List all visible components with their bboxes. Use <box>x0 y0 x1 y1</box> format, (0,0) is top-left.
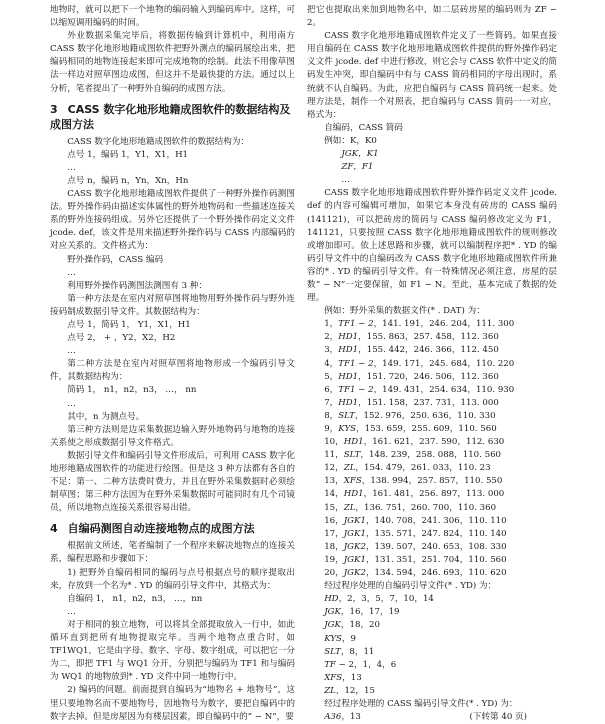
section-heading-3 <box>50 102 295 132</box>
y-coord: 161. 621 <box>372 437 411 448</box>
y-coord: 140. 708 <box>374 515 413 526</box>
y-coord: 136. 751 <box>364 502 403 513</box>
yd-code: JGK <box>324 607 341 618</box>
code-line: 经过程序处理的 CASS 编码引导文件(* . YD) 为： <box>324 698 518 709</box>
ellipsis: … <box>67 346 76 357</box>
dat-record: 8，SLT，152. 976，250. 636，110. 330 <box>324 410 496 421</box>
height: 110. 560 <box>462 450 502 461</box>
ellipsis: … <box>341 175 350 186</box>
paragraph: 根据前文所述，笔者编制了一个程序来解决地物点的连接关系，编程思路和步骤如下： <box>50 541 295 565</box>
code-line: ZF，F1 <box>341 162 374 173</box>
point-code: JGK1 <box>343 515 366 526</box>
height: 110. 140 <box>468 528 507 539</box>
yd-code: A36 <box>324 712 342 723</box>
point-code: JGK2 <box>343 541 366 552</box>
point-code: ZL <box>343 502 356 513</box>
dat-record: 7，HD1，151. 158，237. 731，113. 000 <box>324 397 499 408</box>
dat-record: 6，TF1 − 2，149. 431，254. 634，110. 930 <box>324 384 515 395</box>
yd-points: ，18，20 <box>340 620 380 631</box>
x-coord: 251. 704 <box>421 554 460 565</box>
height: 110. 560 <box>468 554 507 565</box>
yd-code: HD <box>324 594 339 605</box>
point-number: 2 <box>324 332 330 343</box>
height: 111. 300 <box>475 319 515 330</box>
code-line: 例如：野外采集的数据文件(* . DAT) 为： <box>324 306 485 317</box>
paragraph: 对于相同的独立地物，可以将其全部提取放入一行中，如此循环直到把所有地物提取完毕。当两个地物点重合时，如 TF1WQ1，它是由字母、数字、字母、数字组成，可以把它一分为二，即把 TF1 与 WQ1 分开，分别把与编码为 TF1 和与编码为 WQ1 的地物放到* . YD 文件中同一地物行中。 <box>50 619 295 683</box>
height: 112. 630 <box>465 437 505 448</box>
dat-record: 18，JGK2，139. 507，240. 653，108. 330 <box>324 541 507 552</box>
x-coord: 250. 636 <box>410 410 449 421</box>
x-coord: 257. 857 <box>417 476 456 487</box>
height: 110. 330 <box>457 410 496 421</box>
yd-record <box>307 606 557 619</box>
paragraph: 第三种方法则是边采集数据边输入野外地物码与地物的连接关系使之形成数据引导文件格式。 <box>50 424 295 448</box>
y-coord: 155. 442 <box>366 345 406 356</box>
yd-code: ZL <box>324 685 336 696</box>
height: 110. 560 <box>458 424 497 434</box>
height: 110. 220 <box>475 358 515 369</box>
x-coord: 246. 204 <box>429 319 468 330</box>
height: 110. 110 <box>468 515 507 526</box>
continued-note: (下转第 40 页) <box>469 712 527 723</box>
code-line: 野外操作码，CASS 编码 <box>67 254 164 265</box>
height: 110. 930 <box>475 384 515 395</box>
dat-record: 16，JGK1，140. 708，241. 306，110. 110 <box>324 515 507 526</box>
dat-record: 10，HD1，161. 621，237. 590，112. 630 <box>324 437 505 448</box>
x-coord: 257. 458 <box>413 332 452 343</box>
x-coord: 260. 700 <box>410 502 450 513</box>
y-coord: 149. 171 <box>382 358 421 369</box>
paragraph: 1) 把野外自编码相同的编码与点号根据点号的顺序提取出来，存放到一个名为* . YD 的编码引导文件中，其格式为： <box>50 567 295 591</box>
dat-record: 4，TF1 − 2，149. 171，245. 684，110. 220 <box>324 358 515 369</box>
yd-points: − 2，1，4，6 <box>335 659 397 670</box>
height: 110. 360 <box>457 502 497 513</box>
paragraph: 数据引导文件和编码引导文件形成后，可利用 CASS 数字化地形地籍成图软件的功能进行绘图。但是这 3 种方法都有各自的不足：第一、二种方法费时费力，并且在野外采集数据时必须绘制草图；第三种方法因为在野外采集数据时可能同时有几个司镜员，所以地物点连接关系很容易出错。 <box>50 450 295 514</box>
dat-record: 9，KYS，153. 659，255. 609，110. 560 <box>324 424 497 434</box>
dat-record: 13，XFS，138. 994，257. 857，110. 550 <box>324 476 503 487</box>
x-coord: 261. 033 <box>410 463 450 474</box>
x-coord: 237. 731 <box>413 397 452 408</box>
dat-record: 5，HD1，151. 720，246. 506，112. 360 <box>324 371 499 382</box>
code-line: 自编码，CASS 简码 <box>324 122 403 133</box>
dat-record: 17，JGK1，135. 571，247. 824，110. 140 <box>324 528 507 539</box>
point-number: 3 <box>324 345 330 356</box>
yd-points: ，8，11 <box>340 646 375 657</box>
x-coord: 255. 609 <box>411 424 450 434</box>
height: 112. 360 <box>460 332 499 343</box>
point-code: SLT <box>343 450 361 461</box>
yd-record <box>307 659 557 672</box>
ellipsis: … <box>67 267 76 278</box>
dat-record: 14，HD1，161. 481，256. 897，113. 000 <box>324 489 505 500</box>
point-code: TF1 − 2 <box>338 384 374 395</box>
yd-code: XFS <box>324 672 343 683</box>
dat-record: 1，TF1 − 2，141. 191，246. 204，111. 300 <box>324 319 515 330</box>
paragraph: CASS 数字化地形地籍成图软件提供了一种野外操作码测图法。野外操作码由描述实体属性的野外地物码和一些描述连接关系的野外连接码组成。另外它还提供了一个野外操作码定义文件 jcode. def，该文件是用来描述野外操作码与 CASS 内部编码的对应关系的。文件格式为： <box>50 189 295 252</box>
y-coord: 152. 976 <box>363 410 402 421</box>
y-coord: 154. 479 <box>364 463 403 474</box>
point-number: 4 <box>324 358 330 369</box>
point-number: 8 <box>324 410 330 421</box>
ellipsis: … <box>67 162 76 173</box>
paragraph: 2) 编码的问题。前面提到自编码为“地物名 + 地物号”，这里只要地物名而不要地物号，因地物号为数字，要把自编码中的数字去掉。但是房屋因为有楼层因素，即自编码中的“ − N”，要 <box>50 685 295 722</box>
point-number: 6 <box>324 384 330 395</box>
point-number: 19 <box>324 554 336 565</box>
x-coord: 245. 684 <box>429 358 468 369</box>
y-coord: 149. 431 <box>382 384 421 395</box>
point-code: SLT <box>338 410 355 421</box>
left-column <box>50 4 295 724</box>
point-number: 12 <box>324 463 336 474</box>
y-coord: 131. 351 <box>374 554 413 565</box>
point-code: HD1 <box>343 437 364 448</box>
x-coord: 254. 634 <box>429 384 468 395</box>
paragraph: 第一种方法是在室内对照草图将地物用野外操作码与野外连接码制成数据引导文件。其数据结构为： <box>50 293 295 317</box>
height: 112. 360 <box>460 371 499 382</box>
dat-record: 19，JGK1，131. 351，251. 704，110. 560 <box>324 554 507 565</box>
point-code: ZL <box>343 463 356 474</box>
y-coord: 153. 659 <box>364 424 403 434</box>
dat-record: 11，SLT，148. 239，258. 088，110. 560 <box>324 450 502 461</box>
section-title: CASS 数字化地形地籍成图软件的数据结构及成图方法 <box>50 102 291 131</box>
yd-points: ，9 <box>341 633 356 644</box>
y-coord: 155. 863 <box>366 332 406 343</box>
yd-record <box>307 593 557 606</box>
yd-points: ，2，3，5，7，10，14 <box>338 594 434 605</box>
x-coord: 246. 506 <box>413 371 452 382</box>
y-coord: 151. 158 <box>366 397 406 408</box>
height: 113. 000 <box>460 397 499 408</box>
y-coord: 138. 994 <box>370 476 409 487</box>
x-coord: 240. 653 <box>421 541 460 552</box>
point-code: HD1 <box>343 489 364 500</box>
height: 110. 23 <box>457 463 491 474</box>
point-number: 18 <box>324 541 336 552</box>
paragraph: 外业数据采集完毕后，将数据传输到计算机中，利用南方CASS 数字化地形地籍成图软件把野外测点的编码展绘出来，把编码相同的地物连接起来即可完成地物的绘制。此法不用像草图法一样边对照草图边成图，但这并不是最快捷的方法。通过以上分析，笔者提出了一种野外自编码的成图方法。 <box>50 31 295 94</box>
point-code: HD1 <box>338 371 359 382</box>
x-coord: 246. 366 <box>413 345 452 356</box>
y-coord: 151. 720 <box>366 371 406 382</box>
code-line: 点号 1，简码 1， Y1，X1，H1 <box>67 319 191 330</box>
point-number: 20 <box>324 568 336 579</box>
point-code: JGK2 <box>343 568 366 579</box>
point-code: HD1 <box>338 397 359 408</box>
section-number: 3 <box>50 102 58 116</box>
x-coord: 258. 088 <box>415 450 455 461</box>
paragraph: 其中，n 为测点号。 <box>67 411 145 422</box>
ellipsis: … <box>67 606 76 617</box>
yd-points: ，13 <box>341 712 361 723</box>
point-code: XFS <box>343 476 362 487</box>
point-code: JGK1 <box>343 554 366 565</box>
code-line: 点号 2， + ，Y2，X2，H2 <box>67 333 176 344</box>
code-line: JGK，K1 <box>341 149 379 160</box>
point-number: 14 <box>324 489 336 500</box>
point-number: 1 <box>324 319 330 330</box>
y-coord: 141. 191 <box>382 319 421 330</box>
y-coord: 148. 239 <box>368 450 408 461</box>
x-coord: 237. 590 <box>419 437 458 448</box>
dat-record: 20，JGK2，134. 594，246. 693，110. 620 <box>324 568 507 579</box>
point-code: HD1 <box>338 332 359 343</box>
cass-yd-record <box>307 711 557 724</box>
point-number: 15 <box>324 502 336 513</box>
point-number: 10 <box>324 437 336 448</box>
yd-points: ，13 <box>342 672 362 683</box>
yd-code: TF <box>324 659 336 670</box>
x-coord: 256. 897 <box>419 489 458 500</box>
yd-record <box>307 633 557 646</box>
paragraph: CASS 数字化地形地籍成图软件野外操作码定义文件 jcode. def 的内容可编辑可增加，如果它本身没有砖房的 CASS 编码(141121)，可以把砖房的简码与 CASS 编码修改定义为 F1，141121，只要按照 CASS 数字化地形地籍成图软件的规则修改或增加即可。依上述思路和步骤，就可以编制程序把* . YD 的编码引导文件中的自编码改为 CASS 数字化地形地籍成图软件所兼容的* . YD 的编码引导文件。有一特殊情况必须注意，房屋的层数“ − N”一定要保留，如 F1 − N。至此，基本完成了数据的处理。 <box>307 188 557 304</box>
y-coord: 134. 594 <box>374 568 413 579</box>
y-coord: 139. 507 <box>374 541 413 552</box>
paragraph: 利用野外操作码测图法测图有 3 种： <box>67 280 208 291</box>
ellipsis: … <box>67 398 76 409</box>
point-code: HD1 <box>338 345 359 356</box>
yd-record <box>307 646 557 659</box>
point-number: 5 <box>324 371 330 382</box>
yd-code: KYS <box>324 633 342 644</box>
code-line: 点号 1，编码 1，Y1，X1，H1 <box>67 149 189 160</box>
yd-points: ，16，17，19 <box>340 607 400 618</box>
right-column <box>307 4 557 724</box>
yd-record <box>324 711 361 724</box>
yd-code: SLT <box>324 646 341 657</box>
section-heading-4 <box>50 521 295 536</box>
code-line: 点号 n，编码 n，Yn，Xn，Hn <box>67 175 189 186</box>
point-code: KYS <box>338 424 357 434</box>
dat-record-list <box>307 318 557 580</box>
point-code: TF1 − 2 <box>338 319 374 330</box>
section-title: 自编码测图自动连接地物点的成图方法 <box>67 522 255 536</box>
code-line: 例如：K，K0 <box>324 135 377 146</box>
x-coord: 246. 693 <box>421 568 460 579</box>
point-number: 11 <box>324 450 336 461</box>
yd-points: ，12，15 <box>335 685 375 696</box>
section-number: 4 <box>50 522 58 536</box>
paragraph: CASS 数字化地形地籍成图软件定义了一些简码。如果直接用自编码在 CASS 数字化地形地籍成图软件提供的野外操作码定义文件 jcode. def 中进行修改，则它会与 CASS 软件中定义的简码发生冲突，即自编码中有与 CASS 简码相同的字母出现时，系统就不认自编码。为此，应把自编码与 CASS 简码统一起来。处理方法是，制作一个对照表，把自编码与 CASS 简码一一对应，格式为： <box>307 31 557 120</box>
dat-record: 3，HD1，155. 442，246. 366，112. 450 <box>324 345 499 356</box>
dat-record: 15，ZL，136. 751，260. 700，110. 360 <box>324 502 497 513</box>
paragraph: 地物时，就可以把下一个地物的编码输入到编码库中。这样，可以缩短调用编码的时间。 <box>50 5 295 29</box>
dat-record: 12，ZL，154. 479，261. 033，110. 23 <box>324 463 491 474</box>
height: 112. 450 <box>460 345 499 356</box>
code-line: 简码 1， n1，n2，n3， …， nn <box>67 385 197 396</box>
paragraph: 把它也提取出来加到地物名中，如二层砖房屋的编码则为 ZF − 2。 <box>307 5 557 29</box>
height: 110. 620 <box>468 568 507 579</box>
yd-record <box>307 672 557 685</box>
point-number: 7 <box>324 397 330 408</box>
height: 108. 330 <box>468 541 507 552</box>
x-coord: 247. 824 <box>421 528 460 539</box>
height: 113. 000 <box>465 489 505 500</box>
yd-code: JGK <box>324 620 341 631</box>
paragraph: CASS 数字化地形地籍成图软件的数据结构为： <box>67 136 250 147</box>
height: 110. 550 <box>464 476 503 487</box>
point-number: 13 <box>324 476 336 487</box>
point-number: 16 <box>324 515 336 526</box>
y-coord: 135. 571 <box>374 528 413 539</box>
paragraph: 第二种方法是在室内对照草图将地物形成一个编码引导文件，其数据结构为： <box>50 359 295 383</box>
point-code: JGK1 <box>343 528 366 539</box>
point-number: 17 <box>324 528 336 539</box>
y-coord: 161. 481 <box>372 489 411 500</box>
dat-record: 2，HD1，155. 863，257. 458，112. 360 <box>324 332 499 343</box>
point-number: 9 <box>324 424 330 434</box>
point-code: TF1 − 2 <box>338 358 374 369</box>
yd-record <box>307 685 557 698</box>
yd-record-list <box>307 593 557 698</box>
yd-record <box>307 619 557 632</box>
code-line: 经过程序处理的自编码引导文件(* . YD) 为： <box>324 581 497 592</box>
code-line: 自编码 1， n1，n2，n3， …，nn <box>67 593 203 604</box>
x-coord: 241. 306 <box>421 515 460 526</box>
